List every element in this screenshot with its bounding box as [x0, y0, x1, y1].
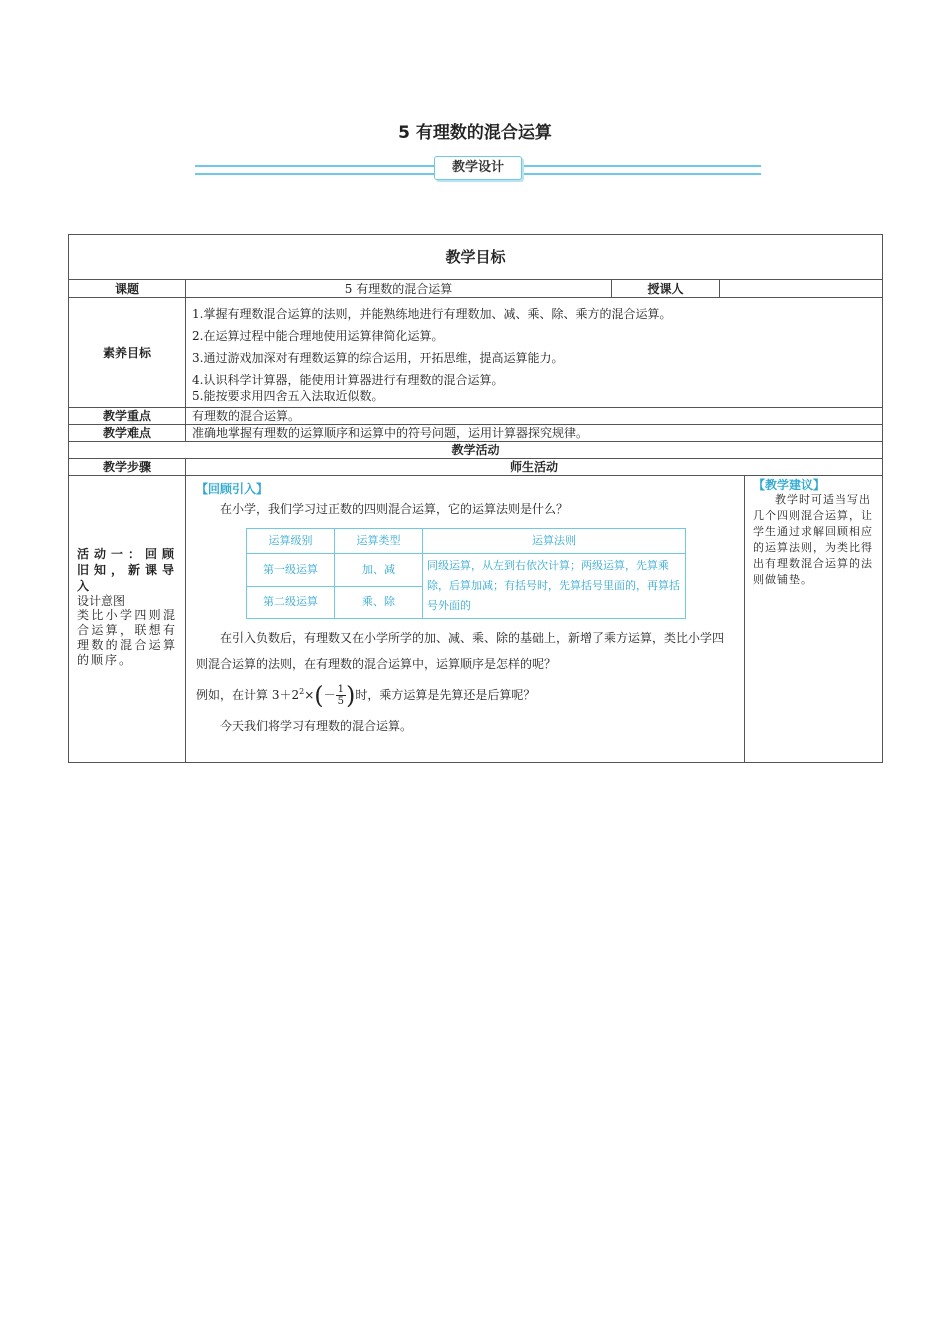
design-intent-title: 设计意图 [77, 594, 126, 608]
activity-title: 活动一：回顾旧知，新课导入 [77, 547, 177, 593]
rules-type-cell: 乘、除 [335, 586, 423, 619]
key-point-value: 有理数的混合运算。 [186, 408, 883, 425]
suggestion-body: 教学时可适当写出几个四则混合运算，让学生通过求解回顾相应的运算法则，为类比得出有理数混合运算的法则做铺垫。 [753, 493, 873, 586]
right-paren: ) [346, 681, 356, 710]
difficulty-value: 准确地掌握有理数的运算顺序和运算中的符号问题，运用计算器探究规律。 [186, 425, 883, 442]
example-suffix: 时，乘方运算是先算还是后算呢？ [355, 688, 536, 702]
page-title: 5 有理数的混合运算 [398, 123, 552, 143]
rules-header-type: 运算类型 [335, 529, 423, 554]
banner-label: 教学设计 [434, 156, 522, 180]
literacy-goal-item: 5.能按要求用四舍五入法取近似数。 [192, 389, 384, 403]
example-times: × [304, 688, 315, 702]
difficulty-label: 教学难点 [69, 425, 186, 442]
objectives-heading: 教学目标 [69, 235, 883, 280]
example-negative-sign: － [323, 688, 336, 702]
activity-content-cell [186, 476, 745, 763]
rules-text-cell: 同级运算，从左到右依次计算；两级运算，先算乘除，后算加减；有括号时，先算括号里面的，再算括号外面的 [423, 554, 686, 619]
literacy-goal-item: 1.掌握有理数混合运算的法则，并能熟练地进行有理数加、减、乘、除、乘方的混合运算。 [192, 307, 672, 321]
teacher-label: 授课人 [612, 280, 720, 298]
fraction-denominator: 5 [337, 696, 345, 707]
negative-intro-paragraph: 在引入负数后，有理数又在小学所学的加、减、乘、除的基础上，新增了乘方运算，类比小学四则混合运算的法则，在有理数的混合运算中，运算顺序是怎样的呢？ [196, 631, 725, 671]
rules-level-cell: 第二级运算 [247, 586, 335, 619]
lesson-plan-table [68, 234, 883, 763]
operation-rules-table [246, 528, 686, 619]
section-banner [195, 155, 761, 181]
example-exponent: 2 [299, 687, 305, 696]
fraction [336, 684, 346, 707]
literacy-goal-item: 3.通过游戏加深对有理数运算的综合运用，开拓思维，提高运算能力。 [192, 351, 564, 365]
steps-label: 教学步骤 [69, 459, 186, 476]
literacy-goal-item: 4.认识科学计算器，能使用计算器进行有理数的混合运算。 [192, 373, 504, 387]
rules-type-cell: 加、减 [335, 554, 423, 587]
suggestion-cell [745, 476, 883, 763]
today-paragraph: 今天我们将学习有理数的混合运算。 [220, 718, 413, 733]
rules-header-rule: 运算法则 [423, 529, 686, 554]
topic-value: 5 有理数的混合运算 [186, 280, 612, 298]
activities-heading: 教学活动 [69, 442, 883, 459]
rules-level-cell: 第一级运算 [247, 554, 335, 587]
literacy-goals [186, 298, 883, 408]
key-point-label: 教学重点 [69, 408, 186, 425]
literacy-label: 素养目标 [69, 298, 186, 408]
activity-step-cell [69, 476, 186, 763]
example-paragraph [196, 679, 734, 709]
literacy-goal-item: 2.在运算过程中能合理地使用运算律简化运算。 [192, 329, 444, 343]
left-paren: ( [314, 681, 324, 710]
suggestion-title: 【教学建议】 [753, 478, 826, 492]
review-section-title: 【回顾引入】 [196, 482, 269, 496]
fraction-numerator: 1 [337, 684, 345, 695]
review-question: 在小学，我们学习过正数的四则混合运算，它的运算法则是什么？ [220, 502, 569, 516]
example-prefix: 例如，在计算 3＋2 [196, 688, 300, 702]
design-intent-body: 类比小学四则混合运算，联想有理数的混合运算的顺序。 [77, 608, 177, 667]
teacher-student-label: 师生活动 [186, 459, 883, 476]
teacher-value [720, 280, 883, 298]
rules-header-level: 运算级别 [247, 529, 335, 554]
topic-label: 课题 [69, 280, 186, 298]
